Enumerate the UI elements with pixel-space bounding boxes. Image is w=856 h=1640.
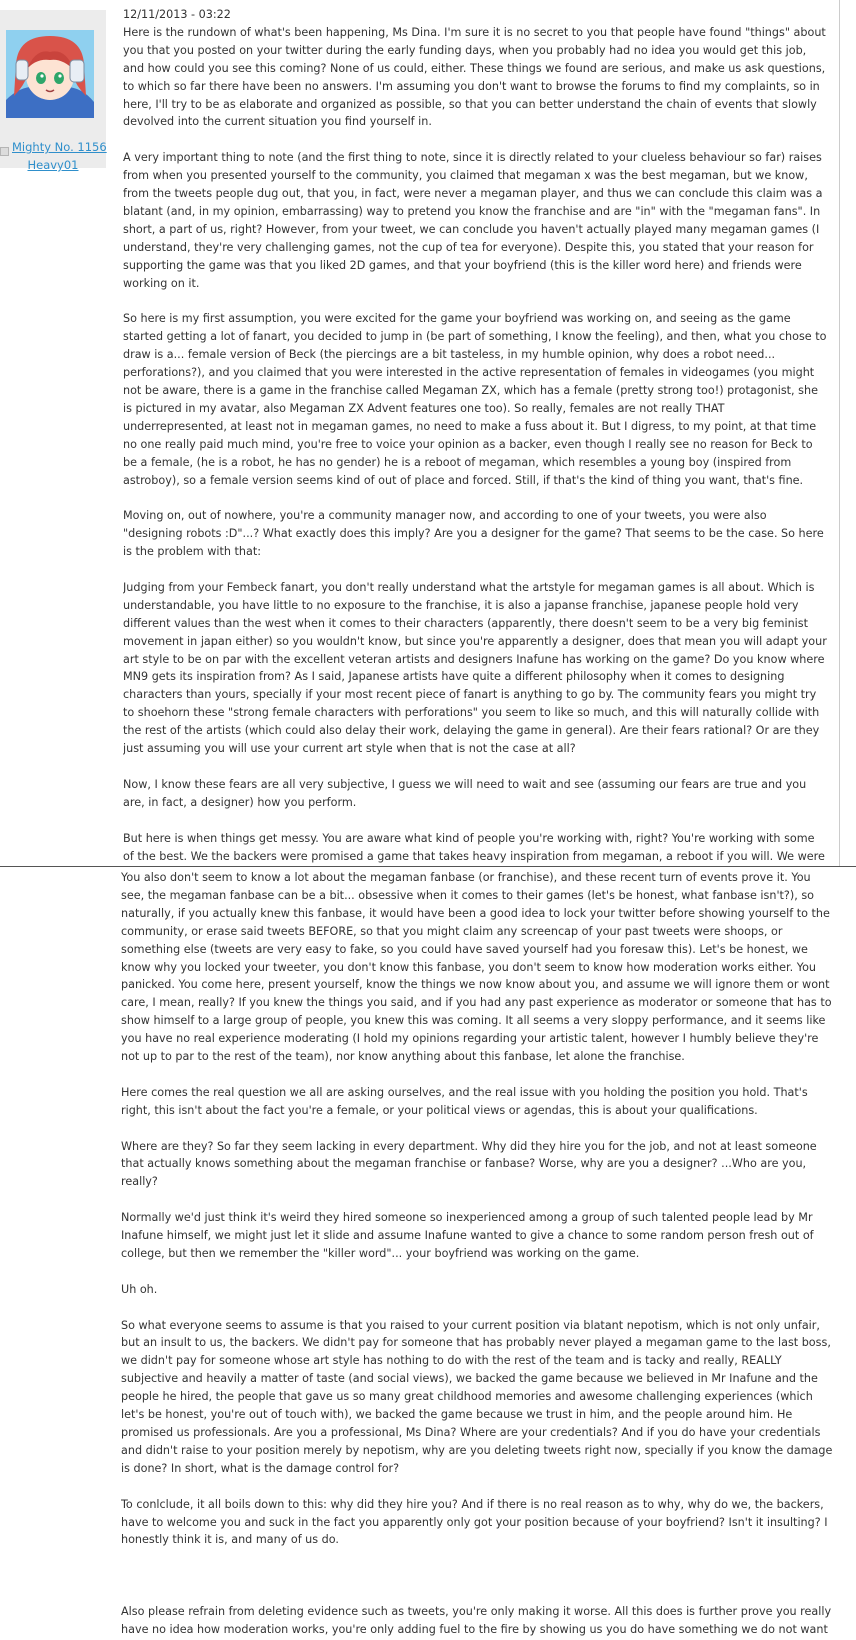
post-paragraph: Now, I know these fears are all very subjective, I guess we will need to wait and see (assuming our fears are true and you are, in fact, a designer) how you perform.: [123, 777, 807, 809]
post-paragraph: A very important thing to note (and the first thing to note, since it is directly related to your clueless behaviour so far) raises from when you presented yourself to the community, you claimed that megaman x was the best megaman, but we know, from the tweets people dug out, that you, in fact, were never a megaman player, and thus we can conclude this claim was a blatant (and, in my opinion, embarrassing) way to pretend you know the franchise and are "in" with the "megaman fans". In short, a part of us, right? However, from your tweet, we can conclude you haven't actually played many megaman games (I understand, they're very challenging games, not the cup of tea for everyone). Despite this, you stated that your reason for supporting the game was that you liked 2D games, and that your boyfriend (this is the killer word here) and friends were working on it.: [123, 151, 823, 290]
user-status-icon: [0, 143, 9, 152]
screenshot-seam: [0, 866, 856, 867]
post-body-bottom: [121, 869, 833, 1640]
username-line: [0, 138, 106, 156]
post-paragraph: Here comes the real question we all are asking ourselves, and the real issue with you holding the position you hold. That's right, this isn't about the fact you're a female, or your political views or agendas, this is about your qualifications.: [121, 1085, 808, 1117]
post-paragraph: Normally we'd just think it's weird they hired someone so inexperienced among a group of such talented people lead by Mr Inafune himself, we might just let it slide and assume Inafune wanted to give a chance to some random person fresh out of college, but then we remember the "killer word"... your boyfriend was working on the game.: [121, 1211, 814, 1260]
post-final-paragraph: Also please refrain from deleting evidence such as tweets, you're only making it worse. All this does is further prove you really have no idea how moderation works, you're only adding fuel to the fire by showing us you do have something we do not want: [121, 1605, 832, 1636]
post-paragraph: So what everyone seems to assume is that you raised to your current position via blatant nepotism, which is not only unfair, but an insult to us, the backers. We didn't pay for someone that has probably never played a megaman game to the last boss, we didn't pay for someone whose art style has nothing to do with the rest of the team and is tacky and really, REALLY subjective and heavily a matter of taste (and social views), we backed the game because we believed in Mr Inafune and the people he hired, the people that gave us so many great childhood memories and awesome challenging experiences (which let's be honest, you're out of touch with), we backed the game because we trust in him, and the people around him. He promised us professionals. Are you a professional, Ms Dina? Where are your credentials? And if you do have your credentials and didn't raise to your position merely by nepotism, why are you deleting tweets right now, specially if you know the damage is done? In short, what is the damage control for?: [121, 1318, 833, 1475]
post-paragraph: Where are they? So far they seem lacking in every department. Why did they hire you for the job, and not at least someone that actually knows something about the megaman franchise or fanbase? Worse, why are you a designer? ...Who are you, really?: [121, 1139, 817, 1189]
post-body-top: [123, 6, 828, 866]
post-paragraph: To conlclude, it all boils down to this: why did they hire you? And if there is no real reason as to why, why do we, the backers, have to welcome you and suck in the fact you apparently only got your position because of your boyfriend? Isn't it insulting? I honestly think it is, and many of us do.: [121, 1497, 828, 1547]
post-paragraph: Here is the rundown of what's been happening, Ms Dina. I'm sure it is no secret to you that people have found "things" about you that you posted on your twitter during the early funding days, when you probably had no idea you would get this job, and how could you see this coming? None of us could, either. These things we found are serious, and make us ask questions, to which so far there have been no answers. I'm assuming you don't want to browse the forums to find my complaints, so in here, I'll try to be as elaborate and organized as possible, so that you can better understand the chain of events that slowly devolved into the current situation you find yourself in.: [123, 25, 826, 129]
post-paragraph: Moving on, out of nowhere, you're a community manager now, and according to one of your tweets, you were also "designing robots :D"...? What exactly does this imply? Are you a designer for the game? That seems to be the case. So here is the problem with that:: [123, 509, 824, 559]
username-link[interactable]: Mighty No. 1156: [12, 140, 107, 154]
post-paragraph: Uh oh.: [121, 1282, 158, 1296]
post-paragraph: But here is when things get messy. You are aware what kind of people you're working with, right? You're working with some of the best. We the backers were promised a game that takes heavy inspiration from megaman, a reboot if you will. We were: [123, 831, 825, 863]
paragraph-spacer: [121, 1567, 833, 1603]
post-paragraph: You also don't seem to know a lot about the megaman fanbase (or franchise), and these recent turn of events prove it. You see, the megaman fanbase can be a bit... obsessive when it comes to their games (let's be honest, what fanbase isn't?), so naturally, if you actually knew this fanbase, it would have been a good idea to lock your twitter before showing yourself to the community, or erase said tweets BEFORE, so that you might claim any screencap of your past tweets were shoops, or something else (tweets are very easy to fake, so you could have saved yourself had you foresaw this). Let's be honest, we know why you locked your tweeter, you don't know this fanbase, you don't seem to know how moderation works either. You panicked. You come here, present yourself, know the things we now know about you, and assume we will ignore them or wont care, I mean, really? If you knew the things you said, and if you had any past experience as moderator or someone that has to show himself to a large group of people, you knew this was coming. It all seems a very sloppy performance, and it seems like you have no real experience moderating (I hold my opinions regarding your artistic talent, however I humbly believe they're not up to par to the rest of the team), nor know anything about this fanbase, let alone the franchise.: [121, 871, 832, 1064]
post-paragraph: Judging from your Fembeck fanart, you don't really understand what the artstyle for megaman games is all about. Which is understandable, you have little to no exposure to the franchise, it is also a japanse franchise, japanese people hold very different values than the west when it comes to their characters (apparently, there doesn't seem to be a very big feminist movement in japan either) so you wouldn't know, but since you're apparently a designer, does that mean you will adapt your art style to be on par with the excellent veteran artists and designers Inafune has working on the game? Do you know where MN9 gets its inspiration from? As I said, Japanese artists have quite a different philosophy when it comes to designing characters than yours, specially if your most recent piece of fanart is anything to go by. The community fears you might try to shoehorn these "strong female characters with perforations" you seem to like so much, and this will naturally collide with the rest of the artists (which could also delay their work, delaying the game in general). Are their fears rational? Or are they just assuming you will use your current art style when that is not the case at all?: [123, 580, 827, 756]
post-paragraph: So here is my first assumption, you were excited for the game your boyfriend was working on, and seeing as the game started getting a lot of fanart, you decided to jump in (be part of something, I know the feeling), and then, what you chose to draw is a... female version of Beck (the piercings are a bit tasteless, in my humble opinion, why does a robot need... perforations?), and you claimed that you were interested in the active representation of females in videogames (you might not be aware, there is a game in the franchise called Megaman ZX, which has a female (pretty strong too!) protagonist, she is pictured in my avatar, also Megaman ZX Advent features one too). So really, females are not really THAT underrepresented, at least not in megaman games, no need to make a fuss about it. But I digress, to my point, at that time no one really paid much mind, you're free to voice your opinion as a backer, even though I really see no reason for Beck to be a female, (he is a robot, he has no gender) he is a reboot of megaman, which resembles a young boy (inspired from astroboy), so a female version seems kind of out of place and forced. Still, if that's the kind of thing you want, that's fine.: [123, 312, 827, 487]
user-title-link[interactable]: Heavy01: [27, 158, 79, 172]
user-avatar[interactable]: [6, 30, 94, 118]
user-info-panel: [0, 10, 107, 172]
avatar-image: [6, 30, 94, 118]
user-subtitle-line: [0, 156, 106, 174]
user-links: [0, 138, 106, 174]
post-date: 12/11/2013 - 03:22: [123, 8, 231, 21]
post-border: [839, 0, 840, 866]
